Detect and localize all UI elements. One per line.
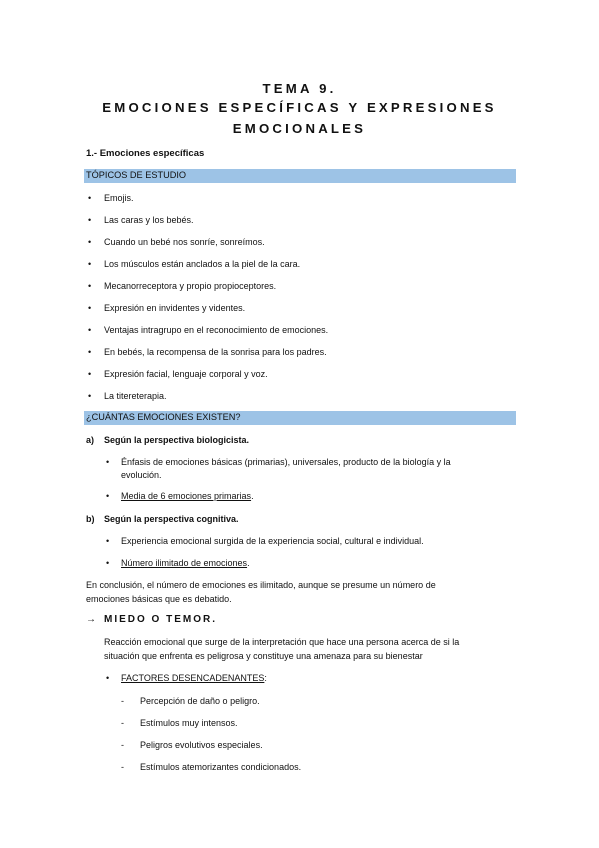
section-heading: 1.- Emociones específicas bbox=[86, 148, 205, 159]
list-item: Estímulos muy intensos. bbox=[140, 718, 238, 728]
emotion-heading-label: MIEDO O TEMOR. bbox=[104, 614, 217, 625]
emotion-description-cont: situación que enfrenta es peligrosa y constituye una amenaza para su bienestar bbox=[104, 651, 423, 661]
dash-glyph: - bbox=[121, 718, 124, 728]
bullet-glyph: • bbox=[106, 491, 110, 501]
emotion-heading-miedo bbox=[86, 614, 217, 625]
section-band-topics bbox=[84, 169, 516, 183]
bullet-glyph: • bbox=[88, 303, 92, 313]
list-item bbox=[121, 558, 250, 568]
punct: : bbox=[264, 673, 267, 683]
list-item: Los músculos están anclados a la piel de la cara. bbox=[104, 259, 301, 269]
title-line-2: EMOCIONES ESPECÍFICAS Y EXPRESIONES bbox=[102, 100, 497, 115]
list-item: Ventajas intragrupo en el reconocimiento de emociones. bbox=[104, 325, 329, 335]
dash-glyph: - bbox=[121, 740, 124, 750]
bullet-glyph: • bbox=[106, 558, 110, 568]
list-item: La titereterapia. bbox=[104, 391, 167, 401]
bullet-glyph: • bbox=[88, 215, 92, 225]
emotion-description: Reacción emocional que surge de la interpretación que hace una persona acerca de si la bbox=[104, 637, 460, 647]
bullet-glyph: • bbox=[88, 325, 92, 335]
list-item: Experiencia emocional surgida de la experiencia social, cultural e individual. bbox=[121, 536, 424, 546]
bullet-glyph: • bbox=[106, 457, 110, 467]
section-band-count bbox=[84, 411, 516, 425]
list-item: Énfasis de emociones básicas (primarias), universales, producto de la biología y la bbox=[121, 457, 451, 467]
list-item bbox=[121, 491, 254, 501]
band-label: TÓPICOS DE ESTUDIO bbox=[86, 170, 187, 180]
list-item: Percepción de daño o peligro. bbox=[140, 696, 260, 706]
bullet-glyph: • bbox=[106, 536, 110, 546]
underlined-text: Media de 6 emociones primarias bbox=[121, 491, 252, 501]
bullet-glyph: • bbox=[88, 281, 92, 291]
bullet-glyph: • bbox=[88, 369, 92, 379]
list-marker-b: b) bbox=[86, 514, 95, 524]
punct: . bbox=[247, 558, 250, 568]
conclusion-text-cont: emociones básicas que es debatido. bbox=[86, 594, 232, 604]
list-item: Expresión facial, lenguaje corporal y voz. bbox=[104, 369, 268, 379]
factors-heading bbox=[121, 673, 267, 683]
list-item-cont: evolución. bbox=[121, 470, 162, 480]
list-item: Las caras y los bebés. bbox=[104, 215, 194, 225]
list-item: Peligros evolutivos especiales. bbox=[140, 740, 263, 750]
bullet-glyph: • bbox=[88, 193, 92, 203]
list-item: Mecanorreceptora y propio propioceptores. bbox=[104, 281, 277, 291]
subheading-cognitive: Según la perspectiva cognitiva. bbox=[104, 514, 239, 524]
list-marker-a: a) bbox=[86, 435, 95, 445]
band-label: ¿CUÁNTAS EMOCIONES EXISTEN? bbox=[86, 412, 241, 422]
arrow-icon: → bbox=[86, 614, 96, 625]
underlined-text: FACTORES DESENCADENANTES bbox=[121, 673, 265, 683]
dash-glyph: - bbox=[121, 762, 124, 772]
subheading-biologicist: Según la perspectiva biologicista. bbox=[104, 435, 250, 445]
list-item: En bebés, la recompensa de la sonrisa para los padres. bbox=[104, 347, 327, 357]
list-item: Emojis. bbox=[104, 193, 134, 203]
dash-glyph: - bbox=[121, 696, 124, 706]
conclusion-text: En conclusión, el número de emociones es ilimitado, aunque se presume un número de bbox=[86, 580, 436, 590]
underlined-text: Número ilimitado de emociones bbox=[121, 558, 248, 568]
punct: . bbox=[251, 491, 254, 501]
title-line-3: EMOCIONALES bbox=[232, 121, 367, 136]
list-item: Cuando un bebé nos sonríe, sonreímos. bbox=[104, 237, 265, 247]
title-line-1: TEMA 9. bbox=[262, 81, 337, 96]
list-item: Expresión en invidentes y videntes. bbox=[104, 303, 246, 313]
bullet-glyph: • bbox=[106, 673, 110, 683]
bullet-glyph: • bbox=[88, 237, 92, 247]
bullet-glyph: • bbox=[88, 391, 92, 401]
list-item: Estímulos atemorizantes condicionados. bbox=[140, 762, 302, 772]
bullet-glyph: • bbox=[88, 347, 92, 357]
bullet-glyph: • bbox=[88, 259, 92, 269]
